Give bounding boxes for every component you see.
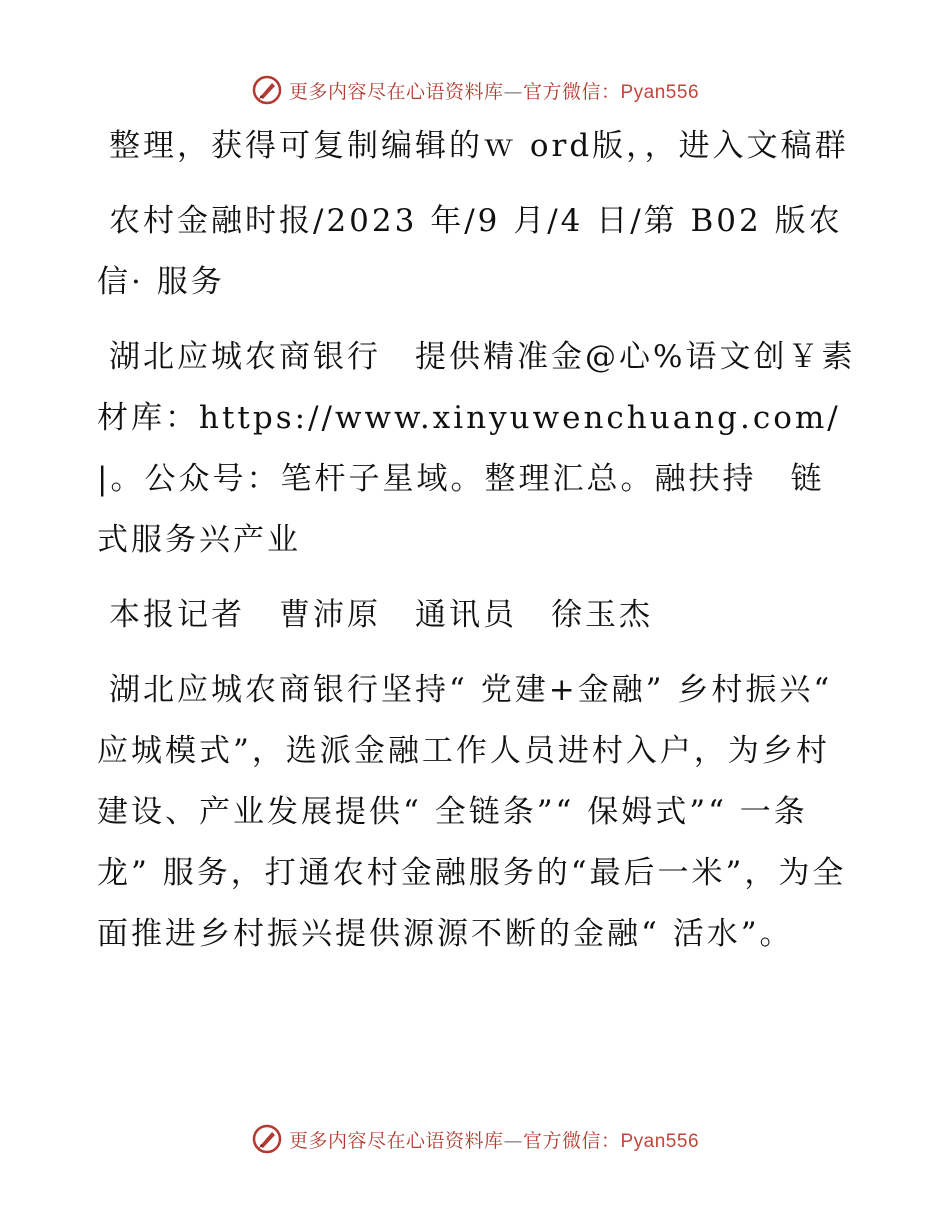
- paragraph-4: 本报记者 曹沛原 通讯员 徐玉杰: [109, 597, 653, 633]
- paragraph-2: 农村金融时报/2023 年/9 月/4 日/第 B02 版农信· 服务: [97, 203, 843, 300]
- watermark-text: 更多内容尽在心语资料库—官方微信：Pyan556: [288, 80, 700, 103]
- pen-logo-icon: [251, 74, 283, 106]
- pen-logo-icon: [251, 1123, 283, 1155]
- footer-watermark: [0, 1121, 950, 1157]
- paragraph-5: 湖北应城农商银行坚持“ 党建+金融” 乡村振兴“ 应城模式”，选派金融工作人员进村入户，为乡村建设、产业发展提供“ 全链条”“ 保姆式”“ 一条龙” 服务，打通农村金融服务的“最后一米”，为全面推进乡村振兴提供源源不断的金融“ 活水”。: [97, 672, 847, 952]
- watermark-text: 更多内容尽在心语资料库—官方微信：Pyan556: [288, 1129, 700, 1152]
- paragraph-1: 整理，获得可复制编辑的ｗ ord版，，进入文稿群: [109, 128, 849, 164]
- paragraph-3: 湖北应城农商银行 提供精准金@心%语文创￥素材库：https://www.xinyuwenchuang.com/|。公众号：笔杆子星域。整理汇总。融扶持 链式服务兴产业: [97, 339, 856, 558]
- header-watermark: [0, 72, 950, 108]
- document-body: [97, 116, 857, 979]
